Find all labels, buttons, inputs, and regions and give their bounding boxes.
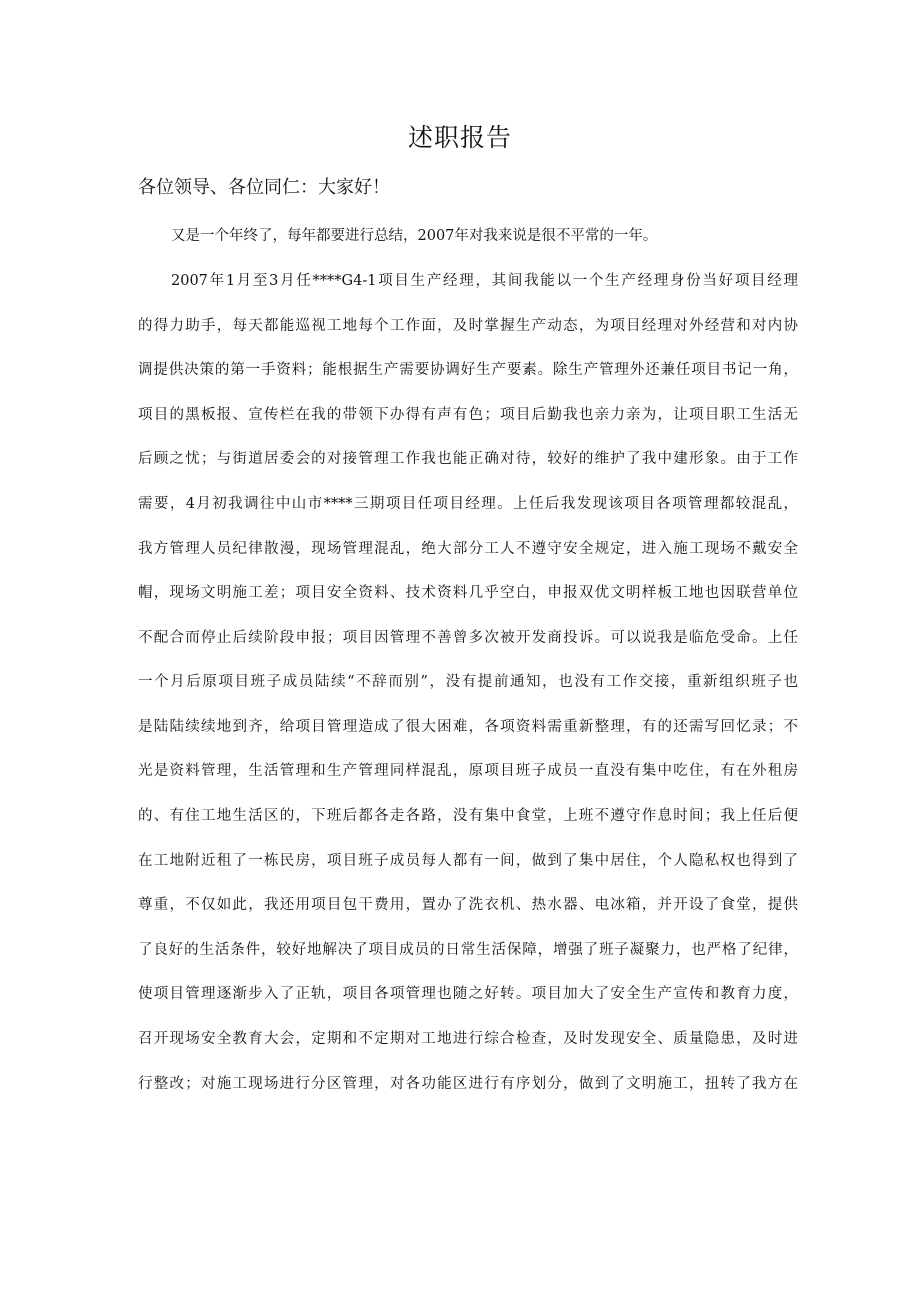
paragraph-line: 在工地附近租了一栋民房，项目班子成员每人都有一间，做到了集中居住，个人隐私权也得到了 — [138, 853, 798, 869]
paragraph-line: 的得力助手，每天都能巡视工地每个工作面，及时掌握生产动态，为项目经理对外经营和对内协 — [138, 318, 798, 334]
salutation: 各位领导、各位同仁：大家好！ — [138, 177, 390, 198]
paragraph-line: 需要，4月初我调往中山市****三期项目任项目经理。上任后我发现该项目各项管理都较混乱， — [138, 496, 798, 512]
paragraph-line: 尊重，不仅如此，我还用项目包干费用，置办了洗衣机、热水器、电冰箱，并开设了食堂，提供 — [138, 897, 798, 913]
paragraph-line: 的、有住工地生活区的，下班后都各走各路，没有集中食堂，上班不遵守作息时间；我上任后便 — [138, 808, 798, 824]
paragraph-line: 不配合而停止后续阶段申报；项目因管理不善曾多次被开发商投诉。可以说我是临危受命。上任 — [138, 630, 798, 646]
paragraph-line: 项目的黑板报、宣传栏在我的带领下办得有声有色；项目后勤我也亲力亲为，让项目职工生活无 — [138, 407, 798, 423]
document-title: 述职报告 — [407, 123, 512, 152]
paragraph-line: 光是资料管理，生活管理和生产管理同样混乱，原项目班子成员一直没有集中吃住，有在外租房 — [138, 763, 798, 779]
paragraph-line: 了良好的生活条件，较好地解决了项目成员的日常生活保障，增强了班子凝聚力，也严格了纪律， — [138, 942, 798, 958]
paragraph-line: 使项目管理逐渐步入了正轨，项目各项管理也随之好转。项目加大了安全生产宣传和教育力度， — [138, 986, 798, 1002]
paragraph-line: 2007年1月至3月任****G4-1项目生产经理，其间我能以一个生产经理身份当好项目经理 — [171, 273, 798, 289]
paragraph-line: 是陆陆续续地到齐，给项目管理造成了很大困难，各项资料需重新整理，有的还需写回忆录；不 — [138, 719, 798, 735]
paragraph-line: 行整改；对施工现场进行分区管理，对各功能区进行有序划分，做到了文明施工，扭转了我方在 — [138, 1076, 798, 1092]
paragraph-line: 帽，现场文明施工差；项目安全资料、技术资料几乎空白，申报双优文明样板工地也因联营单位 — [138, 585, 798, 601]
paragraph-line: 调提供决策的第一手资料；能根据生产需要协调好生产要素。除生产管理外还兼任项目书记一角， — [138, 362, 798, 378]
paragraph-line: 后顾之忧；与街道居委会的对接管理工作我也能正确对待，较好的维护了我中建形象。由于工作 — [138, 451, 798, 467]
paragraph-line: 一个月后原项目班子成员陆续“不辞而别”，没有提前通知，也没有工作交接，重新组织班子也 — [138, 674, 798, 690]
paragraph-line: 我方管理人员纪律散漫，现场管理混乱，绝大部分工人不遵守安全规定，进入施工现场不戴安全 — [138, 541, 798, 557]
paragraph-line: 召开现场安全教育大会，定期和不定期对工地进行综合检查，及时发现安全、质量隐患，及时进 — [138, 1031, 798, 1047]
paragraph-line: 又是一个年终了，每年都要进行总结，2007年对我来说是很不平常的一年。 — [171, 228, 658, 244]
